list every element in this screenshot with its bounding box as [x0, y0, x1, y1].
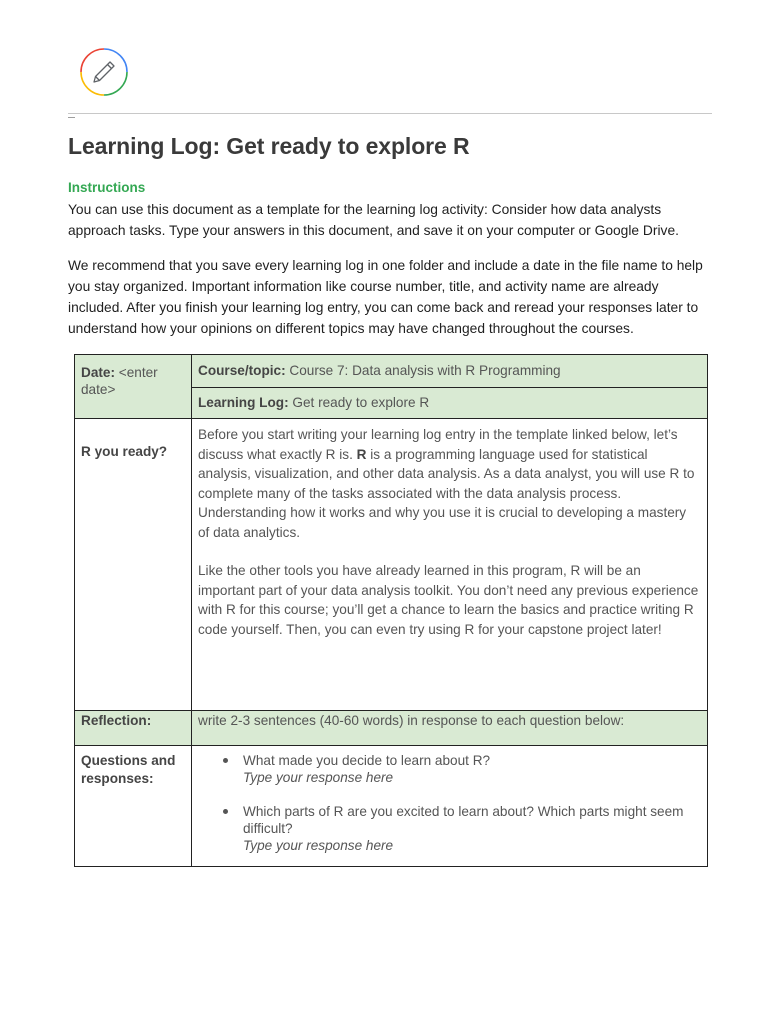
header-divider	[68, 113, 712, 114]
reflection-label: Reflection:	[81, 713, 152, 728]
r-ready-p1-bold: R	[356, 446, 367, 462]
r-ready-label: R you ready?	[81, 444, 168, 459]
date-label: Date:	[81, 365, 115, 380]
instructions-paragraph-2: We recommend that you save every learning log in one folder and include a date in the file name to help you stay organized. Important information like course number, title, and activity name are already included. After you finish your learning log entry, you can come back and reread your responses later to understand how your opinions on different topics may have changed throughout the courses.	[68, 258, 703, 336]
response-field[interactable]: Type your response here	[243, 838, 394, 853]
questions-label: Questions and responses:	[81, 753, 176, 786]
instructions-label: Instructions	[68, 180, 146, 195]
reflection-instructions: write 2-3 sentences (40-60 words) in response to each question below:	[198, 713, 625, 728]
r-ready-paragraph-1	[198, 425, 701, 542]
question-list	[198, 752, 701, 854]
question-text: Which parts of R are you excited to learn about? Which parts might seem difficult?	[243, 804, 684, 836]
course-logo	[78, 46, 130, 98]
reflection-instructions-cell	[192, 711, 708, 746]
page-title: Learning Log: Get ready to explore R	[68, 133, 470, 159]
pencil-icon	[78, 46, 130, 98]
date-value: <enter date>	[81, 365, 158, 397]
r-ready-p1-start: Before you start writing your learning log entry in the template linked below, let’s discuss what exactly R is.	[198, 427, 678, 462]
course-topic-value: Course 7: Data analysis with R Programming	[289, 363, 561, 379]
learning-log-name-cell	[192, 388, 708, 419]
questions-label-cell	[75, 746, 192, 867]
r-ready-paragraph-2: Like the other tools you have already learned in this program, R will be an important part of your data analysis toolkit. You don’t need any previous experience with R for this course; you’ll get a chance to learn the basics and practice writing R code yourself. Then, you can even try using R for your capstone project later!	[198, 563, 699, 637]
course-topic-cell	[192, 355, 708, 388]
paragraph-gap	[198, 542, 701, 561]
questions-cell	[192, 746, 708, 867]
list-item	[243, 752, 701, 786]
r-ready-text-cell	[192, 419, 708, 711]
reflection-label-cell	[75, 711, 192, 746]
learning-log-value: Get ready to explore R	[292, 395, 430, 411]
course-topic-label: Course/topic:	[198, 363, 286, 379]
list-item	[243, 803, 701, 854]
instructions-paragraph-1: You can use this document as a template for the learning log activity: Consider how data analysts approach tasks. Type your answers in this document, and save it on your computer or Google Drive.	[68, 202, 679, 238]
question-text: What made you decide to learn about R?	[243, 753, 491, 768]
date-cell[interactable]	[75, 355, 192, 419]
learning-log-label: Learning Log:	[198, 395, 289, 411]
response-field[interactable]: Type your response here	[243, 770, 394, 785]
header-divider-mark	[68, 117, 75, 118]
r-ready-label-cell	[75, 419, 192, 711]
r-ready-p1-end: is a programming language used for statistical analysis, visualization, and other data analysis. As a data analyst, you will use R to complete many of the tasks associated with the data analysis process. Understanding how it works and why you use it is crucial to developing a mastery of data analytics.	[198, 446, 695, 540]
learning-log-table	[74, 354, 708, 867]
